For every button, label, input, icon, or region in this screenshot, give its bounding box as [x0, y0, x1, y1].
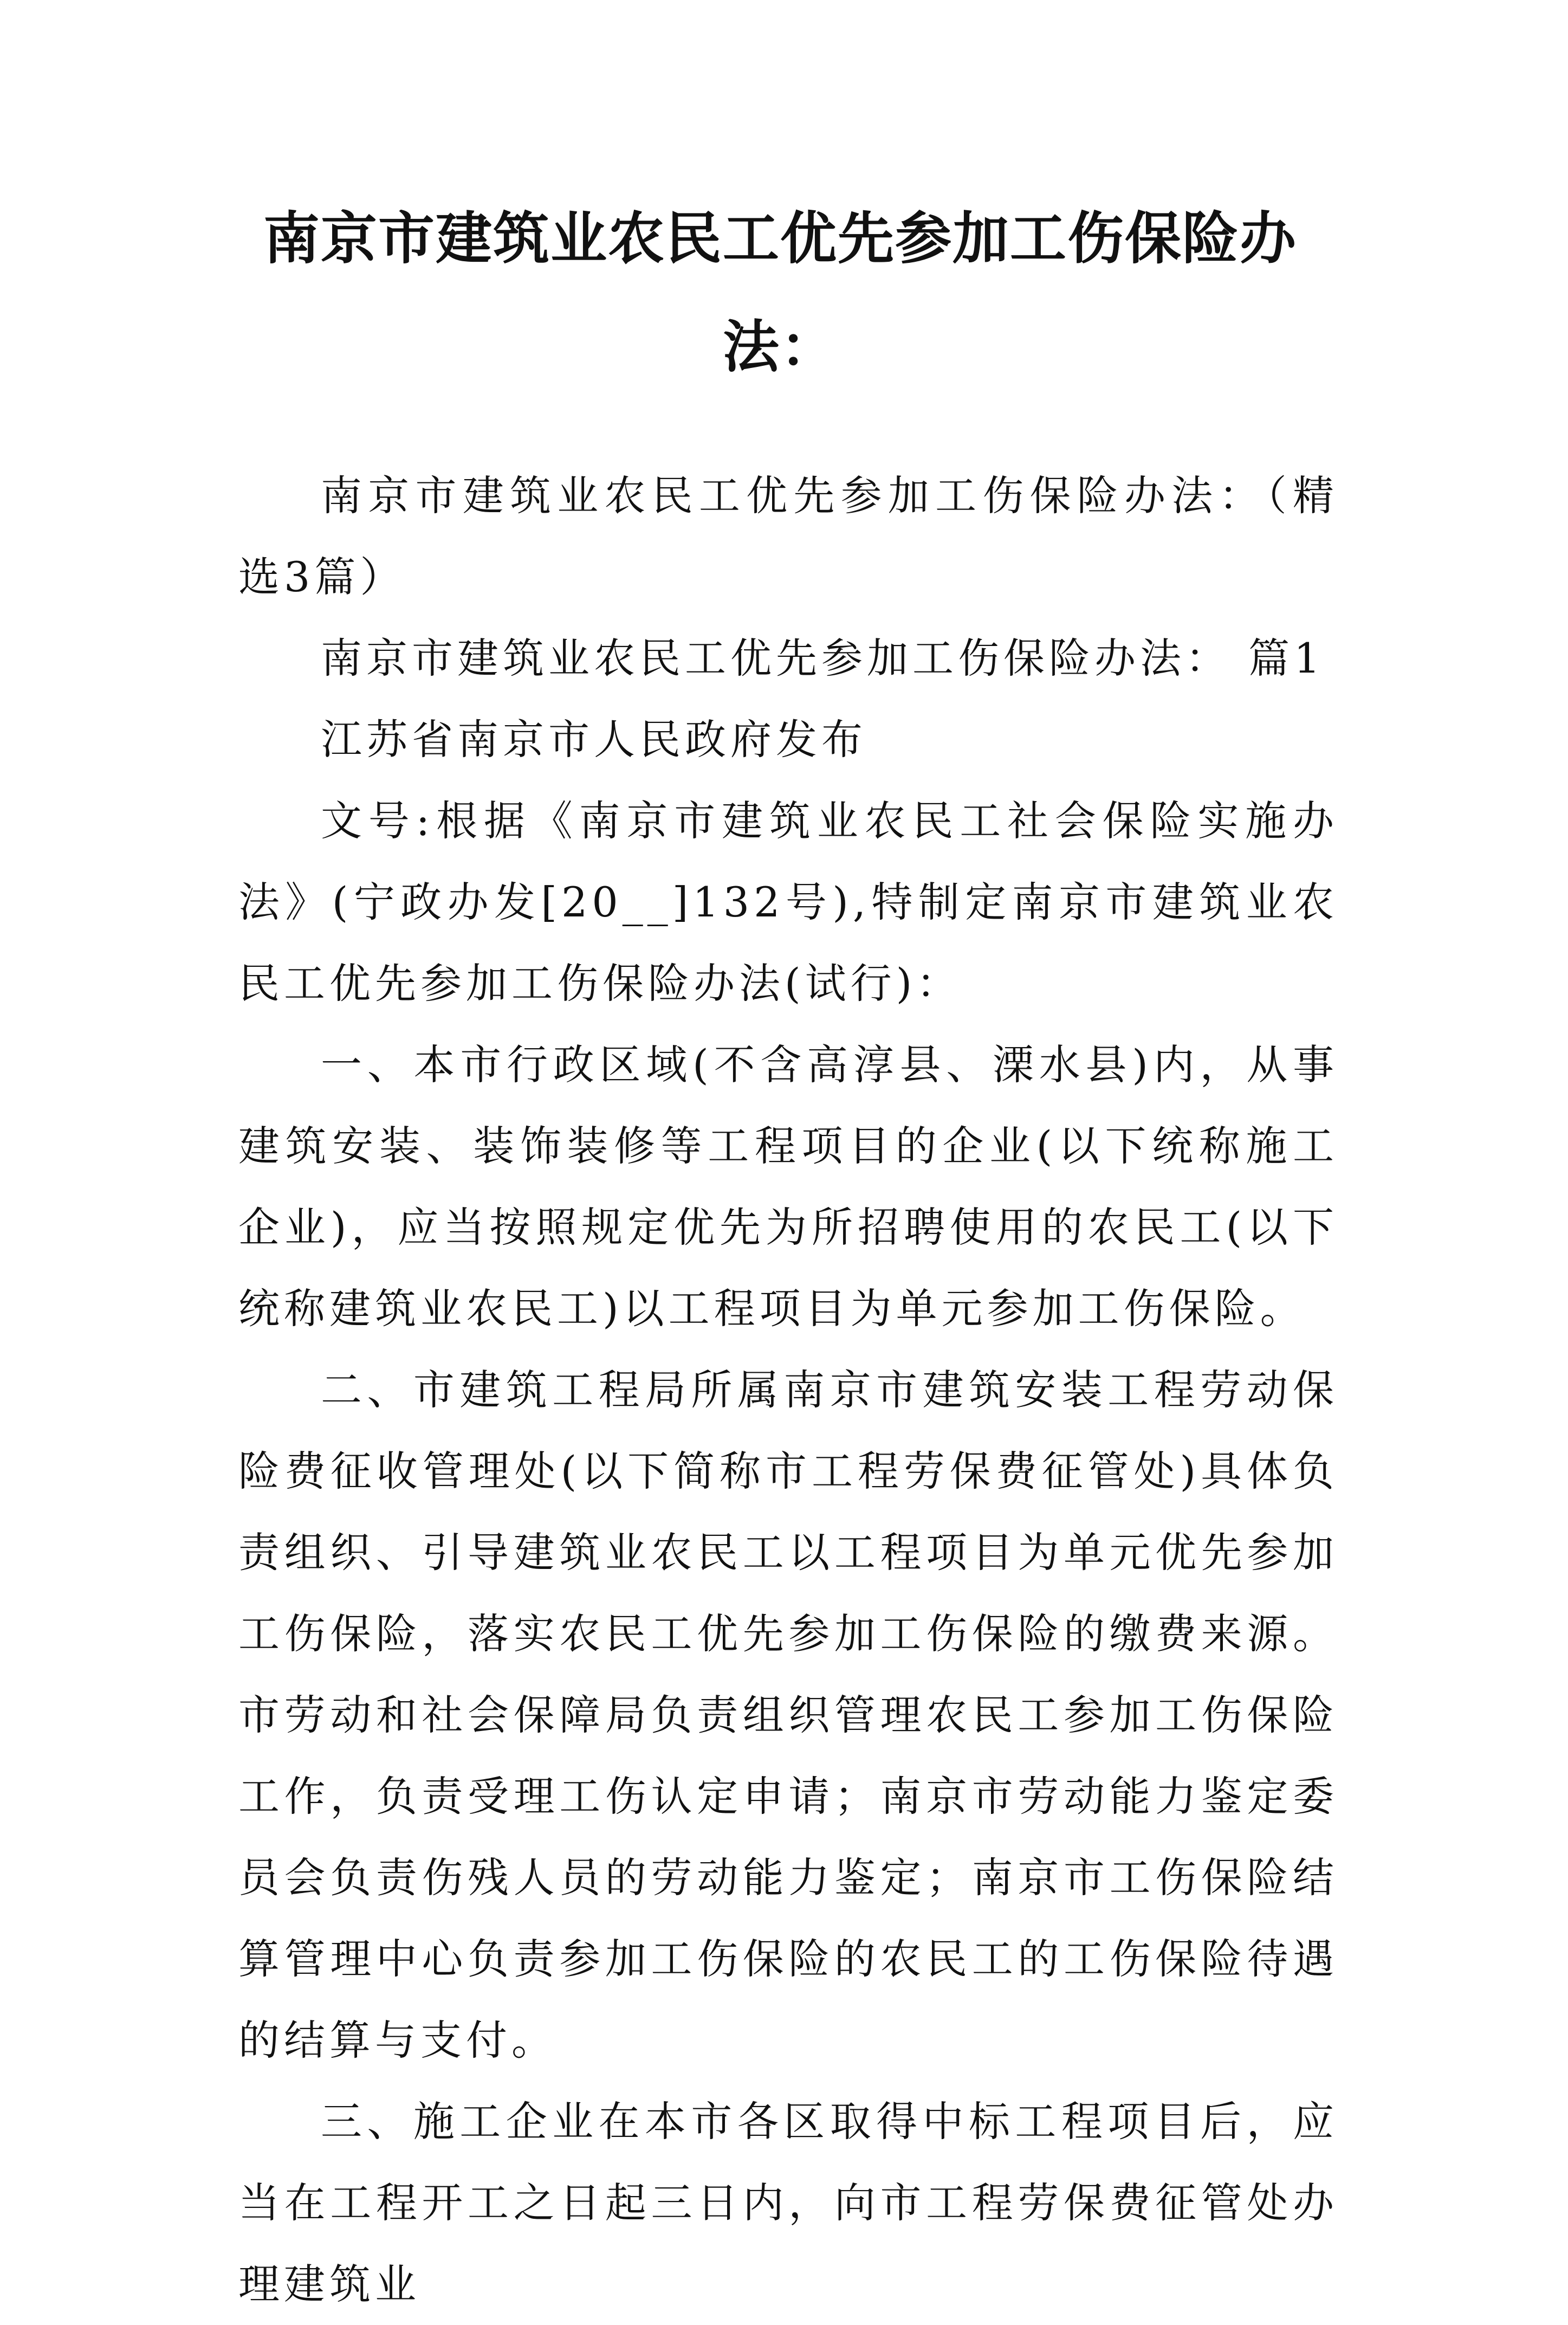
paragraph-article-1: 一、本市行政区域(不含高淳县、溧水县)内，从事建筑安装、装饰装修等工程项目的企业(以下统称施工企业)，应当按照规定优先为所招聘使用的农民工(以下统称建筑业农民工)以工程项目为单元参加工伤保险。 [238, 1041, 1338, 1333]
paragraph-article-3: 三、施工企业在本市各区取得中标工程项目后，应当在工程开工之日起三日内，向市工程劳保费征管处办理建筑业 [238, 2097, 1338, 2308]
paragraph-document-number: 文号:根据《南京市建筑业农民工社会保险实施办法》(宁政办发[20__]132号),特制定南京市建筑业农民工优先参加工伤保险办法(试行)： [238, 797, 1338, 1008]
paragraph-intro: 南京市建筑业农民工优先参加工伤保险办法：（精选3篇） [238, 472, 1338, 601]
document-title: 南京市建筑业农民工优先参加工伤保险办法： [263, 205, 1297, 380]
document-body [238, 455, 1338, 2325]
paragraph-part-heading: 南京市建筑业农民工优先参加工伤保险办法： 篇1 [321, 634, 1325, 682]
paragraph-issuer: 江苏省南京市人民政府发布 [321, 715, 867, 764]
paragraph-article-2: 二、市建筑工程局所属南京市建筑安装工程劳动保险费征收管理处(以下简称市工程劳保费征管处)具体负责组织、引导建筑业农民工以工程项目为单元优先参加工伤保险，落实农民工优先参加工伤保险的缴费来源。市劳动和社会保障局负责组织管理农民工参加工伤保险工作，负责受理工伤认定申请；南京市劳动能力鉴定委员会负责伤残人员的劳动能力鉴定；南京市工伤保险结算管理中心负责参加工伤保险的农民工的工伤保险待遇的结算与支付。 [238, 1366, 1338, 2064]
